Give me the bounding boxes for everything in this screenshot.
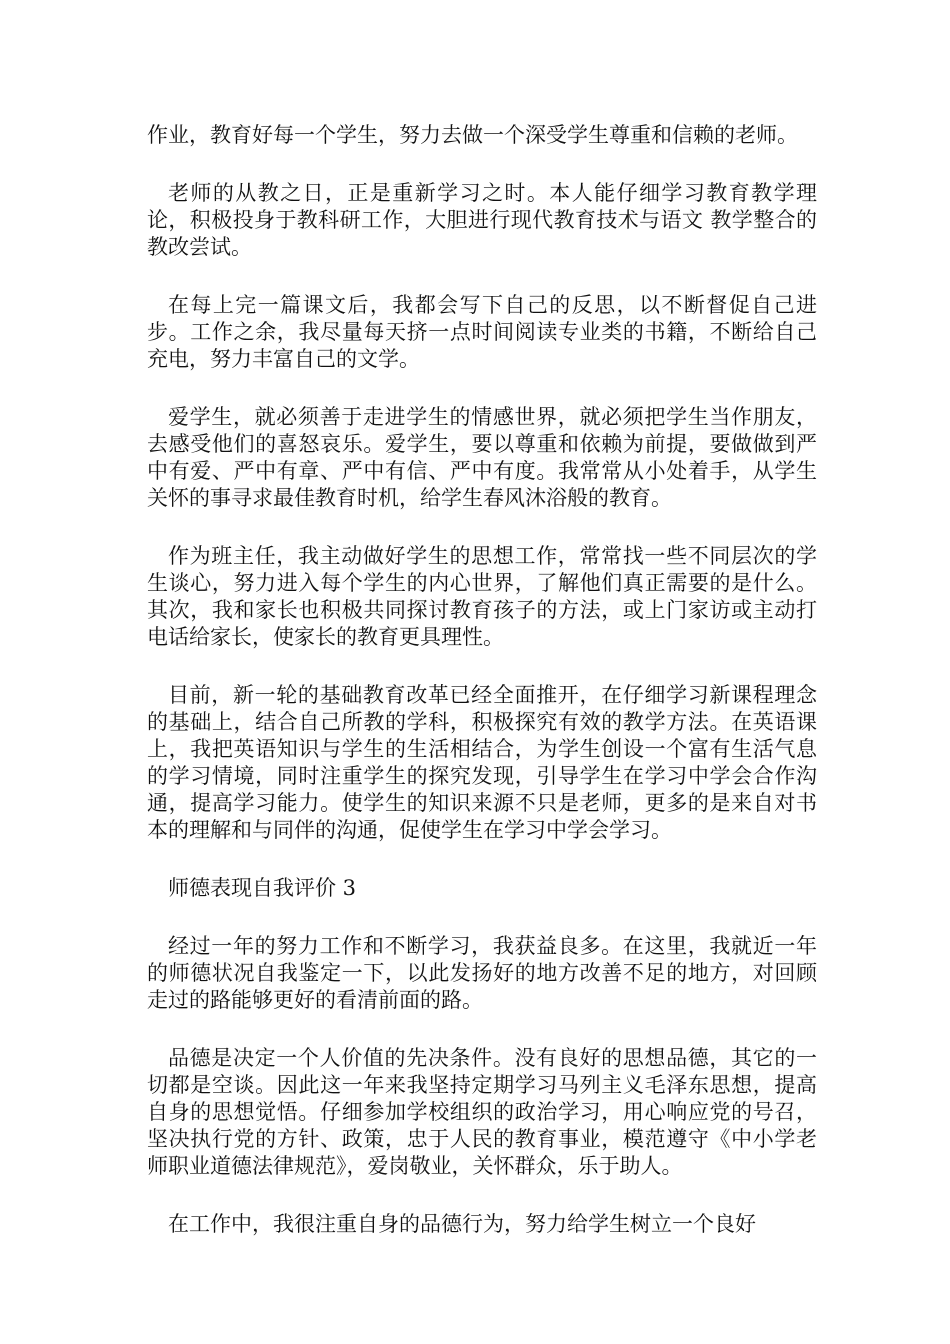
section-heading: 师德表现自我评价 3 xyxy=(168,876,357,900)
paragraph: 目前，新一轮的基础教育改革已经全面推开，在仔细学习新课程理念的基础上，结合自己所教的学科，积极探究有效的教学方法。在英语课上，我把英语知识与学生的生活相结合，为学生创设一个富有生活气息的学习情境，同时注重学生的探究发现，引导学生在学习中学会合作沟通，提高学习能力。使学生的知识来源不只是老师，更多的是来自对书本的理解和与同伴的沟通，促使学生在学习中学会学习。 xyxy=(147,683,817,842)
paragraph: 在工作中，我很注重自身的品德行为，努力给学生树立一个良好 xyxy=(168,1212,756,1236)
paragraph: 爱学生，就必须善于走进学生的情感世界，就必须把学生当作朋友，去感受他们的喜怒哀乐。爱学生，要以尊重和依赖为前提，要做做到严中有爱、严中有章、严中有信、严中有度。我常常从小处着手，从学生关怀的事寻求最佳教育时机，给学生春风沐浴般的教育。 xyxy=(147,405,817,510)
paragraph: 在每上完一篇课文后，我都会写下自己的反思，以不断督促自己进步。工作之余，我尽量每天挤一点时间阅读专业类的书籍，不断给自己充电，努力丰富自己的文学。 xyxy=(147,293,817,371)
paragraph: 经过一年的努力工作和不断学习，我获益良多。在这里，我就近一年的师德状况自我鉴定一下，以此发扬好的地方改善不足的地方，对回顾走过的路能够更好的看清前面的路。 xyxy=(147,934,817,1012)
document-page xyxy=(147,122,817,1269)
paragraph: 品德是决定一个人价值的先决条件。没有良好的思想品德，其它的一切都是空谈。因此这一年来我坚持定期学习马列主义毛泽东思想，提高自身的思想觉悟。仔细参加学校组织的政治学习，用心响应党的号召，坚决执行党的方针、政策，忠于人民的教育事业，模范遵守《中小学老师职业道德法律规范》，爱岗敬业，关怀群众，乐于助人。 xyxy=(147,1046,817,1178)
paragraph: 作为班主任，我主动做好学生的思想工作，常常找一些不同层次的学生谈心，努力进入每个学生的内心世界，了解他们真正需要的是什么。其次，我和家长也积极共同探讨教育孩子的方法，或上门家访或主动打电话给家长，使家长的教育更具理性。 xyxy=(147,544,817,649)
paragraph: 老师的从教之日，正是重新学习之时。本人能仔细学习教育教学理论，积极投身于教科研工作，大胆进行现代教育技术与语文 教学整合的教改尝试。 xyxy=(147,181,817,259)
paragraph: 作业，教育好每一个学生，努力去做一个深受学生尊重和信赖的老师。 xyxy=(147,123,798,147)
